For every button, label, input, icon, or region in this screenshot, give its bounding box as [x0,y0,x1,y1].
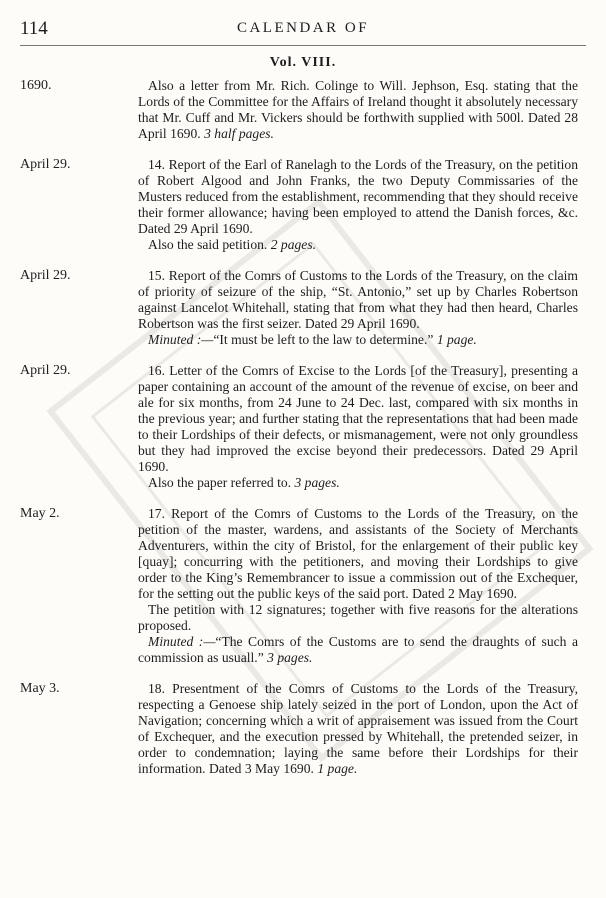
entry-date: April 29. [20,268,71,283]
calendar-entry [0,363,606,491]
page-count: 1 page. [317,761,358,776]
entry-text [138,268,578,348]
entry-text [138,681,578,777]
paragraph-text: Also the paper referred to. [148,475,292,490]
entry-date: May 2. [20,506,60,521]
page-count: 3 pages. [267,650,313,665]
paragraph-text: 17. Report of the Comrs of Customs to the Lords of the Treasury, on the petition of the master, wardens, and assistants of the Society of Merchants Adventurers, within the city of Bristol, for the enlargement of their public key [quay]; concurring with the petitioners, and moving their Lordships to give order to the King’s Remembrancer to issue a commission out of the Exchequer, for the setting out the public keys of the said port. Dated 2 May 1690. [138,506,578,601]
entry-text [138,506,578,666]
paragraph-text: 18. Presentment of the Comrs of Customs to the Lords of the Treasury, respecting a Genoese ship lately seized in the port of London, upon the Act of Navigation; concerning which a writ of appraisement was issued from the Court of Exchequer, and the execution pressed by Whitehall, the pretended seizer, in order to condemnation; laying the same before their Lordships for their information. Dated 3 May 1690. [138,681,578,776]
volume-heading: Vol. VIII. [269,55,337,70]
entry-text [138,157,578,253]
entry-paragraph [138,237,578,253]
paragraph-text: Also a letter from Mr. Rich. Colinge to Will. Jephson, Esq. stating that the Lords of the Committee for the Affairs of Ireland thought it absolutely necessary that Mr. Cuff and Mr. Vickers should be forthwith supplied with 500l. Dated 28 April 1690. [138,78,578,141]
paragraph-text: “It must be left to the law to determine.” [213,332,434,347]
entry-paragraph [138,78,578,142]
page-count: 1 page. [436,332,477,347]
paragraph-text: 15. Report of the Comrs of Customs to the Lords of the Treasury, on the claim of priority of seizure of the ship, “St. Antonio,” set up by Charles Robertson against Lancelot Whitehall, stating that from what they had then heard, Charles Robertson was the first seizer. Dated 29 April 1690. [138,268,578,331]
paragraph-text: The petition with 12 signatures; together with five reasons for the alterations proposed. [138,602,578,633]
entry-text [138,363,578,491]
calendar-entry [0,506,606,666]
paragraph-text: “The Comrs of the Customs are to send the draughts of such a commission as usuall.” [138,634,578,665]
entry-paragraph [138,602,578,634]
page-number: 114 [20,18,48,39]
entry-paragraph [138,332,578,348]
header-rule [20,45,586,46]
calendar-entry [0,268,606,348]
entry-date: April 29. [20,363,71,378]
entry-paragraph [138,506,578,602]
entry-paragraph [138,363,578,475]
entry-date: 1690. [20,78,52,93]
paragraph-text: 16. Letter of the Comrs of Excise to the Lords [of the Treasury], presenting a paper containing an account of the amount of the revenue of excise, on beer and ale for six months, from 24 June to 24 Dec. last, compared with six months in the previous year; and further stating that the representations that had been made to their Lordships of their defects, or mismanagement, were not only groundless but they had improved the excise beyond their predecessors. Dated 29 April 1690. [138,363,578,474]
entry-date: May 3. [20,681,60,696]
page-count: 3 pages. [294,475,340,490]
page-count: 3 half pages. [204,126,274,141]
page-count: 2 pages. [270,237,317,252]
minuted-label: Minuted :— [148,634,216,649]
minuted-label: Minuted :— [148,332,214,347]
running-head: CALENDAR OF [236,20,370,36]
entry-paragraph [138,268,578,332]
entry-paragraph [138,634,578,666]
entry-paragraph [138,157,578,237]
entry-paragraph [138,475,578,491]
entry-text [138,78,578,142]
calendar-entry [0,157,606,253]
calendar-entry [0,681,606,777]
entry-paragraph [138,681,578,777]
paragraph-text: Also the said petition. [148,237,268,252]
page-header [20,18,586,46]
paragraph-text: 14. Report of the Earl of Ranelagh to the Lords of the Treasury, on the petition of Robert Algood and John Franks, the two Deputy Commissaries of the Musters reduced from the establishment, recommending that they should receive their former allowance; having been employed to attend the Danish forces, &c. Dated 29 April 1690. [138,157,578,236]
entry-date: April 29. [20,157,71,172]
calendar-entry [0,78,606,142]
calendar-entries [0,78,606,792]
